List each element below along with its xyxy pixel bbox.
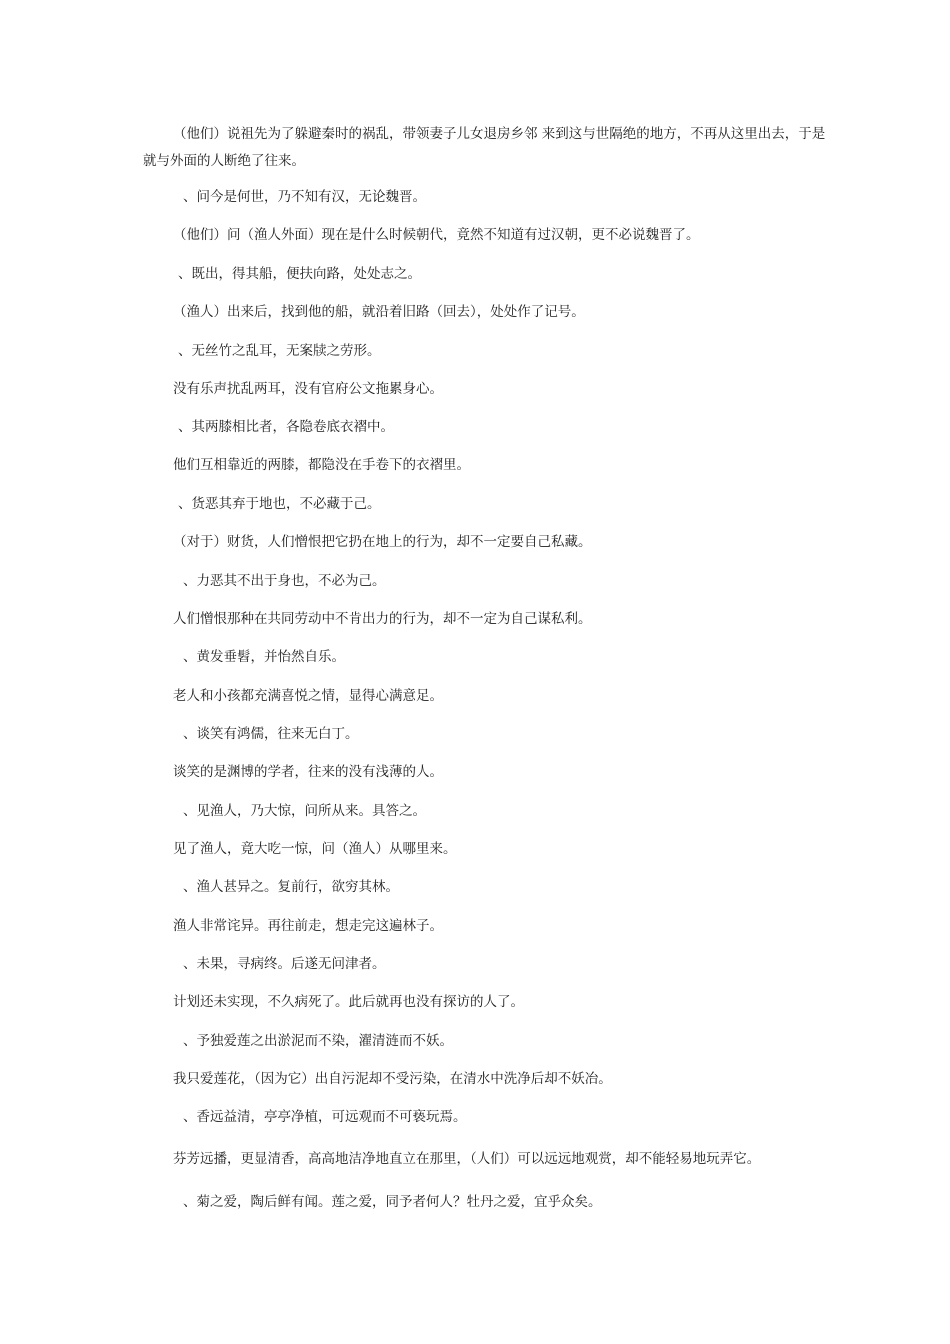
translation-line: 老人和小孩都充满喜悦之情，显得心满意足。 xyxy=(173,688,443,704)
classical-line: 、既出，得其船，便扶向路，处处志之。 xyxy=(178,266,421,282)
translation-line: 见了渔人，竟大吃一惊，问（渔人）从哪里来。 xyxy=(173,841,457,857)
intro-paragraph: （他们）说祖先为了躲避秦时的祸乱，带领妻子儿女退房乡邻 来到这与世隔绝的地方，不再从这里出去，于是就与外面的人断绝了往来。 xyxy=(143,126,826,169)
translation-line: 没有乐声扰乱两耳，没有官府公文拖累身心。 xyxy=(173,381,443,397)
translation-line: 渔人非常诧异。再往前走，想走完这遍林子。 xyxy=(173,918,443,934)
translation-line: （他们）问（渔人外面）现在是什么时候朝代，竟然不知道有过汉朝，更不必说魏晋了。 xyxy=(173,227,700,243)
classical-line: 、见渔人，乃大惊，问所从来。具答之。 xyxy=(183,803,426,819)
classical-line: 、予独爱莲之出淤泥而不染，濯清涟而不妖。 xyxy=(183,1033,453,1049)
translation-line: 计划还未实现，不久病死了。此后就再也没有探访的人了。 xyxy=(173,994,524,1010)
translation-line: 他们互相靠近的两膝，都隐没在手卷下的衣褶里。 xyxy=(173,457,470,473)
classical-line: 、未果，寻病终。后遂无问津者。 xyxy=(183,956,386,972)
translation-line: 芬芳远播，更显清香，高高地洁净地直立在那里，（人们）可以远远地观赏，却不能轻易地玩弄它。 xyxy=(173,1151,761,1167)
classical-line: 、渔人甚异之。复前行，欲穷其林。 xyxy=(183,879,399,895)
translation-line: 人们憎恨那种在共同劳动中不肯出力的行为，却不一定为自己谋私利。 xyxy=(173,611,592,627)
classical-line: 、香远益清，亭亭净植，可远观而不可亵玩焉。 xyxy=(183,1109,467,1125)
classical-line: 、问今是何世，乃不知有汉，无论魏晋。 xyxy=(183,189,426,205)
classical-line: 、货恶其弃于地也，不必藏于己。 xyxy=(178,496,381,512)
classical-line: 、菊之爱，陶后鲜有闻。莲之爱，同予者何人？牡丹之爱，宜乎众矣。 xyxy=(183,1194,602,1210)
translation-line: 谈笑的是渊博的学者，往来的没有浅薄的人。 xyxy=(173,764,443,780)
classical-line: 、黄发垂髫，并怡然自乐。 xyxy=(183,649,345,665)
classical-line: 、其两膝相比者，各隐卷底衣褶中。 xyxy=(178,419,394,435)
translation-line: （对于）财货，人们憎恨把它扔在地上的行为，却不一定要自己私藏。 xyxy=(173,534,592,550)
translation-line: 我只爱莲花，（因为它）出自污泥却不受污染，在清水中洗净后却不妖冶。 xyxy=(173,1071,612,1087)
classical-line: 、谈笑有鸿儒，往来无白丁。 xyxy=(183,726,359,742)
classical-line: 、无丝竹之乱耳，无案牍之劳形。 xyxy=(178,343,381,359)
classical-line: 、力恶其不出于身也，不必为己。 xyxy=(183,573,386,589)
translation-line: （渔人）出来后，找到他的船，就沿着旧路（回去），处处作了记号。 xyxy=(173,304,585,320)
